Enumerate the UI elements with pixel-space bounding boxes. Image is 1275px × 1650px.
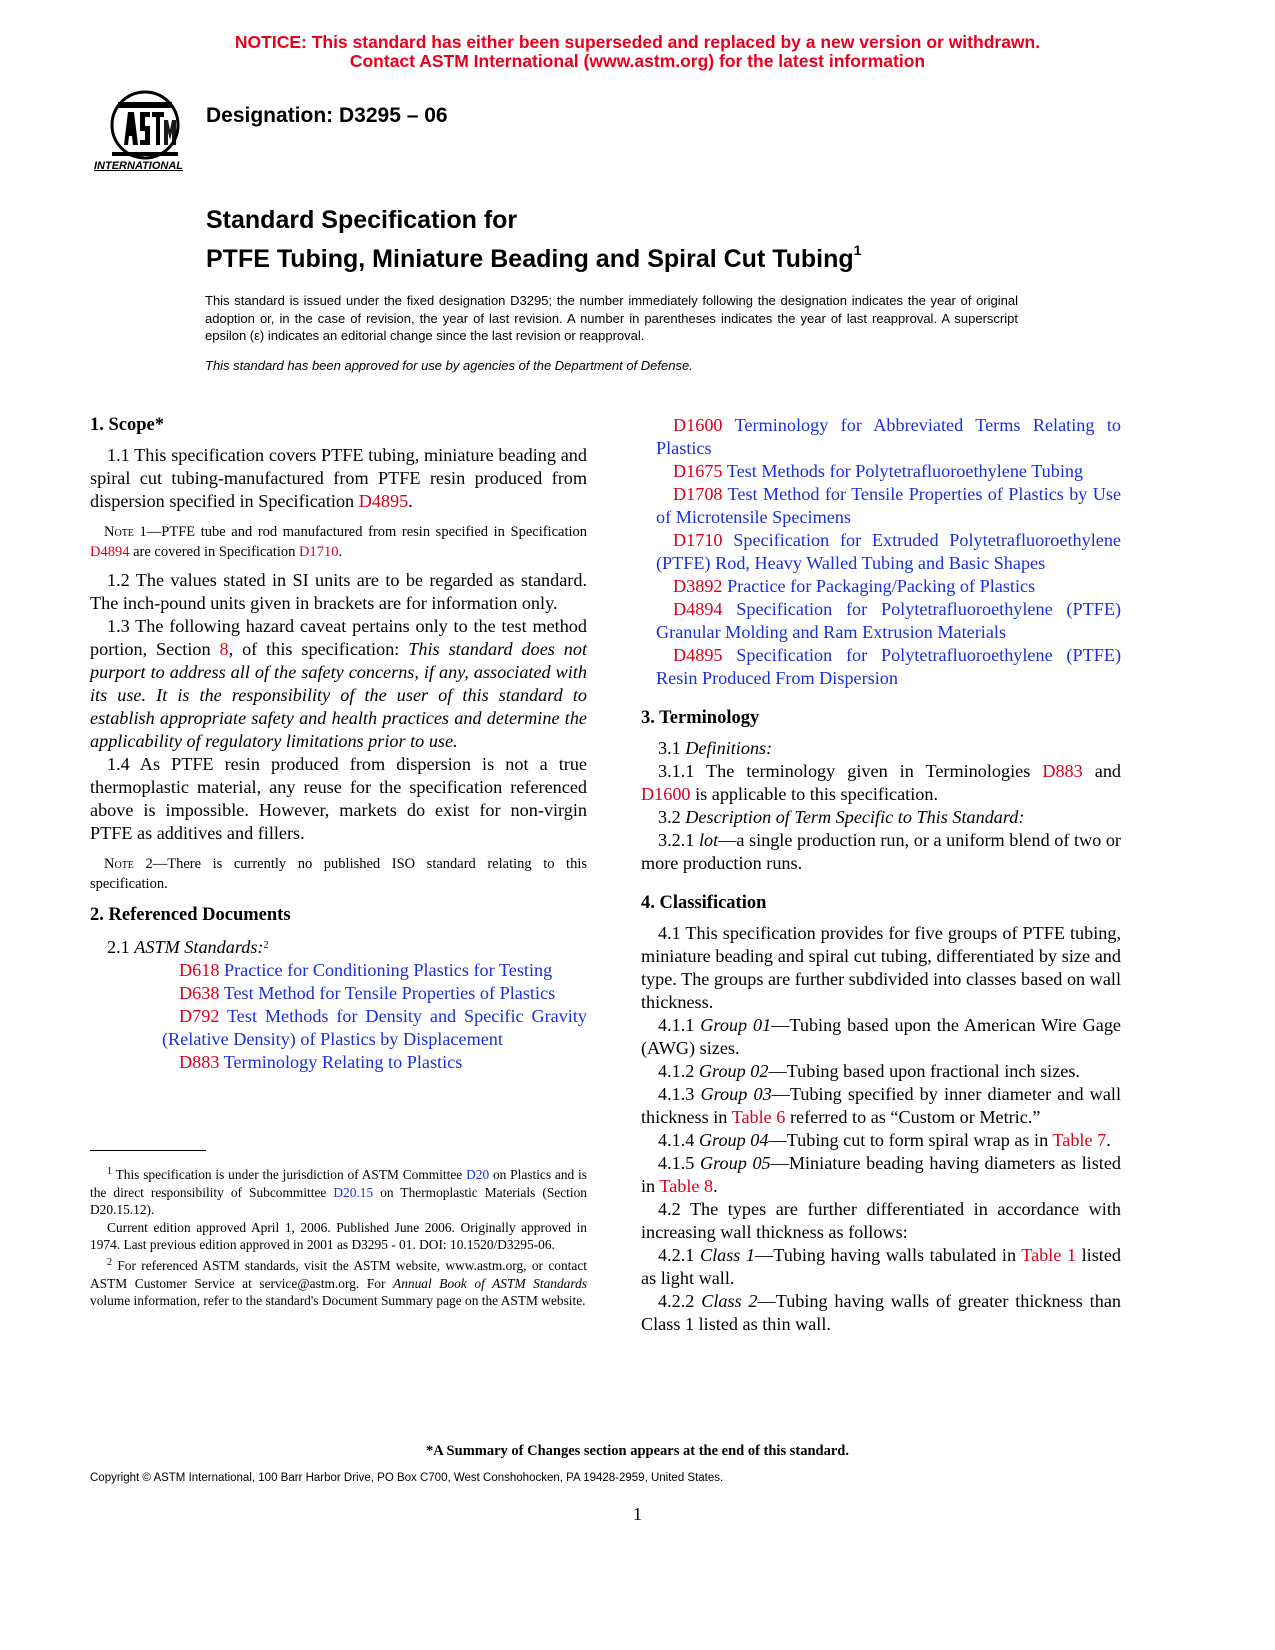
reference-code-link[interactable]: D883 [179,1052,220,1072]
left-reference-list [90,959,587,1074]
footnote-2 [90,1254,587,1310]
reference-title-link[interactable]: Practice for Conditioning Plastics for Testing [223,960,553,980]
reference-item [90,982,587,1005]
section-2-heading: 2. Referenced Documents [90,905,291,925]
group-03-label: Group 03 [700,1084,772,1104]
para-4-1-4 [641,1129,1121,1152]
class-2-text: —Tubing having walls of greater thickness than Class 1 listed as thin wall. [641,1291,1122,1334]
link-d1600[interactable]: D1600 [641,784,691,804]
note-2 [90,855,587,894]
reference-code-link[interactable]: D638 [179,983,220,1003]
para-1-1 [90,444,587,513]
issuance-statement: This standard is issued under the fixed designation D3295; the number immediately following the designation indicates the year of original adoption or, in the case of revision, the year of last revision. A number in parentheses indicates the year of last reapproval. A superscript epsilon (ε) indicates an editorial change since the last revision or reapproval. [205,293,1018,343]
reference-code-link[interactable]: D1708 [673,484,723,504]
title-footnote-marker: 1 [853,242,862,258]
link-section-8[interactable]: 8 [219,639,229,659]
footnote-2-marker: 2 [263,940,269,951]
reference-title-link[interactable]: Test Method for Tensile Properties of Plastics by Use of Microtensile Specimens [656,484,1122,527]
astm-standards-label: ASTM Standards: [134,937,264,957]
approval-statement: This standard has been approved for use by agencies of the Department of Defense. [205,358,693,373]
para-3-1 [641,737,1121,760]
reference-item [641,460,1121,483]
para-1-1-text: 1.1 This specification covers PTFE tubing, miniature beading and spiral cut tubing-manufactured from PTFE resin produced from dispersion specified in Specification [90,445,587,511]
para-1-3 [90,615,587,753]
para-2-1 [90,934,587,959]
reference-code-link[interactable]: D792 [179,1006,220,1026]
reference-code-link[interactable]: D4894 [673,599,723,619]
notice-line-2: Contact ASTM International (www.astm.org) for the latest information [349,51,926,71]
link-subcommittee-d20-15[interactable]: D20.15 [333,1184,374,1200]
group-03-text-b: referred to as “Custom or Metric.” [785,1107,1041,1127]
para-4-1-2-num: 4.1.2 [658,1061,699,1081]
section-3-heading: 3. Terminology [641,708,760,728]
definitions-label: Definitions: [685,738,773,758]
notice-line-1: NOTICE: This standard has either been superseded and replaced by a new version or withdrawn. [234,32,1041,52]
safety-caveat: This standard does not purport to address all of the safety concerns, if any, associated with its use. It is the responsibility of the user of this standard to establish appropriate safety and health practices and determine the applicability of regulatory limitations prior to use. [90,639,588,751]
group-03-text-a: —Tubing specified by inner diameter and wall thickness in [641,1084,1121,1127]
document-title [206,205,861,274]
title-line-1: Standard Specification for [206,206,518,234]
reference-title-link[interactable]: Terminology for Abbreviated Terms Relating to Plastics [656,415,1122,458]
footnote-1-text-a: This specification is under the jurisdiction of ASTM Committee [112,1167,467,1182]
footnotes [90,1163,587,1310]
footnote-1-text-b: on Plastics and is the direct responsibility of Subcommittee [90,1167,587,1200]
right-column [641,414,1121,1336]
class-2-label: Class 2 [701,1291,758,1311]
reference-title-link[interactable]: Specification for Polytetrafluoroethylene (PTFE) Granular Molding and Ram Extrusion Materials [656,599,1121,642]
reference-code-link[interactable]: D3892 [673,576,723,596]
summary-of-changes-note: *A Summary of Changes section appears at the end of this standard. [426,1443,849,1459]
para-4-2-1-num: 4.2.1 [658,1245,700,1265]
note-2-text: —There is currently no published ISO standard relating to this specification. [90,856,587,892]
footnote-1 [90,1163,587,1219]
reference-title-link[interactable]: Test Methods for Polytetrafluoroethylene Tubing [726,461,1084,481]
link-d4894[interactable]: D4894 [90,543,130,560]
reference-item [90,1005,587,1051]
group-04-label: Group 04 [698,1130,769,1150]
reference-item [641,575,1121,598]
reference-code-link[interactable]: D1675 [673,461,723,481]
footnote-1-text-c: on Thermoplastic Materials (Section D20.15.12). [90,1184,587,1218]
link-d883[interactable]: D883 [1042,761,1083,781]
reference-title-link[interactable]: Practice for Packaging/Packing of Plastics [727,576,1036,596]
group-04-text-b: . [1106,1130,1111,1150]
reference-item [90,1051,587,1074]
link-table-6[interactable]: Table 6 [731,1107,786,1127]
para-4-2-1 [641,1244,1121,1290]
note-1-label: Note 1 [104,524,147,540]
reference-title-link[interactable]: Test Method for Tensile Properties of Plastics [223,983,556,1003]
group-05-text-b: . [713,1176,718,1196]
para-3-2-1-num: 3.2.1 [658,830,699,850]
para-3-2-num: 3.2 [658,807,686,827]
footnote-separator [90,1150,206,1151]
para-4-1-1-num: 4.1.1 [658,1015,701,1035]
note-1-text-b: are covered in Specification [129,543,299,560]
footnote-1-marker: 1 [107,1166,112,1177]
right-reference-list [641,414,1121,690]
para-3-1-num: 3.1 [658,738,686,758]
para-1-4: 1.4 As PTFE resin produced from dispersion is not a true thermoplastic material, any reuse for the specification referenced above is impossible. However, markets do exist for non-virgin PTFE as additives and fillers. [90,754,587,843]
reference-item [641,529,1121,575]
reference-title-link[interactable]: Specification for Polytetrafluoroethylene (PTFE) Resin Produced From Dispersion [656,645,1121,688]
para-4-1-1 [641,1014,1121,1060]
reference-item [641,598,1121,644]
para-4-2: 4.2 The types are further differentiated in accordance with increasing wall thickness as follows: [641,1199,1121,1242]
para-1-3-text-b: , of this specification: [228,639,409,659]
para-3-2-1 [641,829,1121,875]
para-1-3-text-a: 1.3 The following hazard caveat pertains only to the test method portion, Section [90,616,587,659]
term-lot: lot [698,830,719,850]
section-1-heading: 1. Scope* [90,415,164,435]
para-4-1-3-num: 4.1.3 [658,1084,701,1104]
para-3-1-1-text-c: is applicable to this specification. [690,784,939,804]
copyright: Copyright © ASTM International, 100 Barr Harbor Drive, PO Box C700, West Conshohocken, PA 19428-2959, United States. [90,1472,724,1484]
link-d1710[interactable]: D1710 [298,543,339,560]
logo-text: INTERNATIONAL [94,160,184,172]
class-1-text-a: —Tubing having walls tabulated in [755,1245,1022,1265]
term-lot-definition: —a single production run, or a uniform blend of two or more production runs. [641,830,1121,873]
reference-code-link[interactable]: D1710 [673,530,723,550]
reference-code-link[interactable]: D1600 [673,415,723,435]
para-3-1-1-text-a: 3.1.1 The terminology given in Terminologies [658,761,1043,781]
group-05-text-a: —Miniature beading having diameters as listed in [641,1153,1121,1196]
reference-title-link[interactable]: Specification for Extruded Polytetrafluoroethylene (PTFE) Rod, Heavy Walled Tubing and Basic Shapes [656,530,1121,573]
link-table-7[interactable]: Table 7 [1052,1130,1107,1150]
term-description-label: Description of Term Specific to This Standard: [685,807,1025,827]
note-1 [90,523,587,562]
group-05-label: Group 05 [700,1153,771,1173]
group-01-label: Group 01 [700,1015,772,1035]
link-table-1[interactable]: Table 1 [1021,1245,1077,1265]
reference-item [641,644,1121,690]
footnote-2-text-a: For referenced ASTM standards, visit the ASTM website, www.astm.org, or contact ASTM Customer Service at service@astm.org. For [90,1257,587,1291]
para-3-1-1-text-b: and [1082,761,1122,781]
reference-item [641,483,1121,529]
para-4-1-4-num: 4.1.4 [658,1130,699,1150]
para-4-1-3 [641,1083,1121,1129]
reference-title-link[interactable]: Test Methods for Density and Specific Gravity (Relative Density) of Plastics by Displacement [162,1006,587,1049]
para-4-1: 4.1 This specification provides for five groups of PTFE tubing, miniature beading and spiral cut tubing, differentiated by size and type. The groups are further subdivided into classes based on wall thickness. [641,923,1121,1012]
reference-code-link[interactable]: D618 [179,960,220,980]
para-4-2-2-num: 4.2.2 [658,1291,702,1311]
para-4-1-5 [641,1152,1121,1198]
withdrawal-notice [0,33,1275,71]
footnote-2-text-b: volume information, refer to the standard's Document Summary page on the ASTM website. [90,1293,586,1309]
footnote-2-sup: 2 [107,1256,112,1268]
para-4-1-2 [641,1060,1121,1083]
page-number: 1 [633,1504,642,1524]
class-1-label: Class 1 [699,1245,756,1265]
note-2-label: Note 2 [104,856,153,872]
para-4-2-2 [641,1290,1121,1336]
astm-logo [94,90,192,176]
reference-item [90,959,587,982]
class-1-text-b: listed as light wall. [641,1245,1122,1288]
title-line-2 [206,235,861,274]
footnote-2-italic: Annual Book of ASTM Standards [393,1275,587,1291]
group-02-text: —Tubing based upon fractional inch sizes. [768,1061,1080,1081]
para-3-2 [641,806,1121,829]
para-4-1-5-num: 4.1.5 [658,1153,700,1173]
group-01-text: —Tubing based upon the American Wire Gage (AWG) sizes. [641,1015,1122,1058]
section-4-heading: 4. Classification [641,893,767,913]
reference-title-link[interactable]: Terminology Relating to Plastics [223,1052,463,1072]
reference-item [641,414,1121,460]
left-column [90,414,587,1074]
group-02-label: Group 02 [698,1061,769,1081]
para-2-1-num: 2.1 [107,937,135,957]
link-d4895[interactable]: D4895 [358,491,409,511]
para-3-1-1 [641,760,1121,806]
link-table-8[interactable]: Table 8 [659,1176,714,1196]
group-04-text-a: —Tubing cut to form spiral wrap as in [768,1130,1053,1150]
para-1-1-end: . [408,491,413,511]
title-line-2-text: PTFE Tubing, Miniature Beading and Spiral Cut Tubing [206,245,854,273]
link-committee-d20[interactable]: D20 [466,1167,490,1182]
footnote-1-edition: Current edition approved April 1, 2006. Published June 2006. Originally approved in 1974. Last previous edition approved in 2001 as D3295 - 01. DOI: 10.1520/D3295-06. [90,1219,587,1253]
designation: Designation: D3295 – 06 [206,104,448,127]
para-1-2: 1.2 The values stated in SI units are to be regarded as standard. The inch-pound units given in brackets are for information only. [90,570,587,613]
note-1-text-a: —PTFE tube and rod manufactured from resin specified in Specification [146,524,588,540]
note-1-text-c: . [338,543,343,560]
reference-code-link[interactable]: D4895 [673,645,723,665]
